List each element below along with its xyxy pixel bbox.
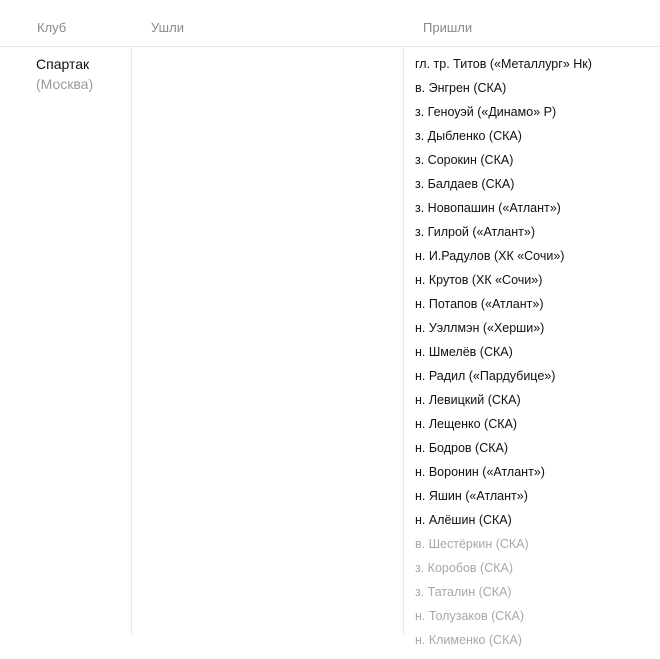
list-item: н. Толузаков (СКА): [415, 609, 525, 623]
club-name: Спартак: [36, 56, 90, 72]
list-item: з. Коробов (СКА): [415, 561, 514, 575]
list-item: н. Левицкий (СКА): [415, 393, 521, 407]
list-item: з. Гилрой («Атлант»): [415, 225, 535, 239]
list-item: н. Радил («Пардубице»): [415, 369, 556, 383]
list-item: з. Геноуэй («Динамо» Р): [415, 105, 557, 119]
list-item: н. Воронин («Атлант»): [415, 465, 545, 479]
list-item: н. Потапов («Атлант»): [415, 297, 544, 311]
arrivals-list: [415, 56, 592, 656]
column-divider-left: [131, 47, 132, 634]
list-item: з. Дыбленко (СКА): [415, 129, 522, 143]
list-item: н. Алёшин (СКА): [415, 513, 512, 527]
list-item: н. Клименко (СКА): [415, 633, 522, 647]
list-item: н. Яшин («Атлант»): [415, 489, 528, 503]
list-item: н. Лещенко (СКА): [415, 417, 518, 431]
list-item: з. Балдаев (СКА): [415, 177, 515, 191]
list-item: н. Крутов (ХК «Сочи»): [415, 273, 543, 287]
list-item: н. Уэллмэн («Херши»): [415, 321, 545, 335]
column-header-left: Ушли: [151, 20, 184, 35]
club-city: (Москва): [36, 76, 94, 92]
list-item: з. Сорокин (СКА): [415, 153, 514, 167]
list-item: з. Новопашин («Атлант»): [415, 201, 561, 215]
list-item: гл. тр. Титов («Металлург» Нк): [415, 57, 592, 71]
column-divider-right: [403, 47, 404, 634]
column-header-arrived: Пришли: [423, 20, 473, 35]
column-header-club: Клуб: [37, 20, 67, 35]
list-item: в. Энгрен (СКА): [415, 81, 507, 95]
list-item: н. И.Радулов (ХК «Сочи»): [415, 249, 565, 263]
list-item: в. Шестёркин (СКА): [415, 537, 529, 551]
list-item: н. Бодров (СКА): [415, 441, 509, 455]
list-item: з. Таталин (СКА): [415, 585, 512, 599]
table-header: [0, 0, 660, 47]
list-item: н. Шмелёв (СКА): [415, 345, 513, 359]
